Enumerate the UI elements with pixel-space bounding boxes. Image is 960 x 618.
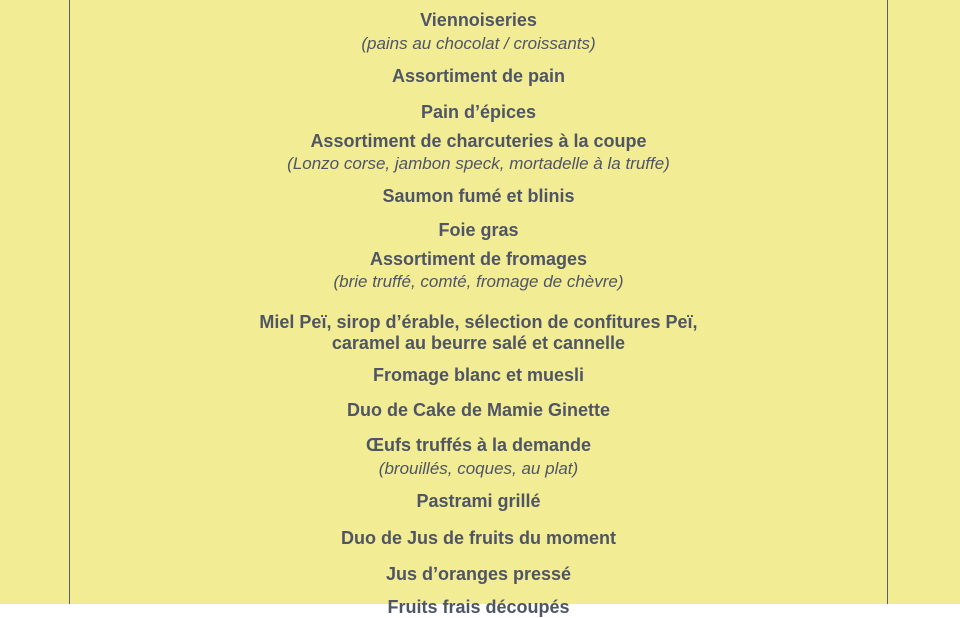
menu-item-title: Fruits frais découpés	[387, 597, 570, 617]
menu-item-title: Jus d’oranges pressé	[385, 564, 572, 584]
menu-item-title: Œufs truffés à la demande	[365, 435, 592, 455]
menu-item-title-continued: caramel au beurre salé et cannelle	[331, 333, 626, 353]
menu-item-title: Pain d’épices	[420, 102, 537, 122]
menu-item-title: Foie gras	[438, 220, 519, 240]
menu-item-detail: (Lonzo corse, jambon speck, mortadelle à la truffe)	[287, 154, 670, 173]
menu-item-title: Fromage blanc et muesli	[372, 365, 585, 385]
menu-item-title: Assortiment de charcuteries à la coupe	[310, 131, 647, 151]
menu-item-title: Miel Peï, sirop d’érable, sélection de confitures Peï,	[259, 312, 698, 332]
menu-item-detail: (brouillés, coques, au plat)	[378, 459, 579, 478]
right-border-line	[887, 0, 888, 604]
menu-list	[70, 0, 887, 617]
menu-item-title: Viennoiseries	[420, 10, 537, 30]
menu-item-detail: (pains au chocolat / croissants)	[361, 34, 596, 53]
menu-item-title: Duo de Cake de Mamie Ginette	[346, 400, 611, 420]
menu-item-title: Assortiment de fromages	[369, 249, 588, 269]
menu-item-title: Pastrami grillé	[416, 491, 541, 511]
menu-item-title: Duo de Jus de fruits du moment	[340, 528, 617, 548]
menu-item-title: Saumon fumé et blinis	[382, 186, 575, 206]
menu-item-detail: (brie truffé, comté, fromage de chèvre)	[333, 272, 624, 291]
menu-item-title: Assortiment de pain	[391, 66, 566, 86]
